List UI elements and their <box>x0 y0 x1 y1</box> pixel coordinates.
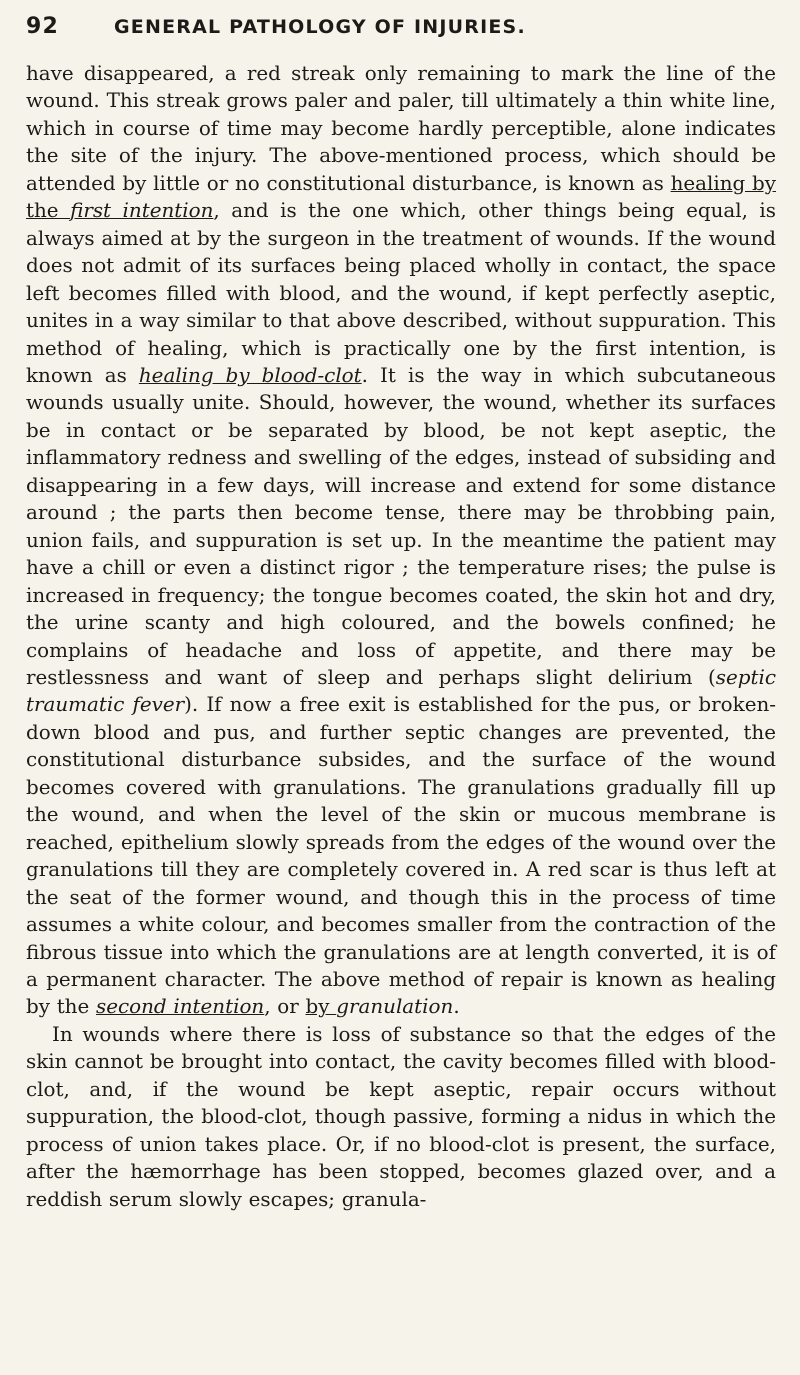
emphasized-term: healing by blood-clot <box>138 363 362 387</box>
text-run: have disappeared, a red streak only remaining to mark the line of the wound. This streak grows paler and paler, till ultimately a thin white line, which in course of time may become hardly perceptible, alone indicates the site of the injury. The above-mentioned process, which should be attended by little or no constitutional disturbance, is known as <box>26 62 776 195</box>
page-number: 92 <box>26 14 60 39</box>
text-run: . It is the way in which subcutaneous wounds usually unite. Should, however, the wound, whether its surfaces be in contact or be separated by blood, be not kept aseptic, the inflammatory redness and swelling of the edges, instead of subsiding and disappearing in a few days, will increase and extend for some distance around ; the parts then become tense, there may be throbbing pain, union fails, and suppuration is set up. In the meantime the patient may have a chill or even a distinct rigor ; the temperature rises; the pulse is increased in frequency; the tongue becomes coated, the skin hot and dry, the urine scanty and high coloured, and the bowels confined; he complains of headache and loss of appetite, and there may be restlessness and want of sleep and perhaps slight delirium ( <box>26 363 776 689</box>
body-text <box>26 60 776 1213</box>
text-run: ). If now a free exit is established for the pus, or broken-down blood and pus, and further septic changes are prevented, the constitutional disturbance subsides, and the surface of the wound becomes covered with granulations. The granulations gradually fill up the wound, and when the level of the skin or mucous membrane is reached, epithelium slowly spreads from the edges of the wound over the granulations till they are completely covered in. A red scar is thus left at the seat of the former wound, and though this in the process of time assumes a white colour, and becomes smaller from the contraction of the fibrous tissue into which the granulations are at length converted, it is of a permanent character. The above method of repair is known as healing by the <box>26 693 776 1019</box>
text-run: , and is the one which, other things being equal, is always aimed at by the surgeon in the treatment of wounds. If the wound does not admit of its surfaces being placed wholly in contact, the space left becomes filled with blood, and the wound, if kept perfectly aseptic, unites in a way similar to that above described, without suppuration. This method of healing, which is practically one by the first intention, is known as <box>26 199 776 387</box>
running-title: GENERAL PATHOLOGY OF INJURIES. <box>114 16 526 38</box>
emphasized-term: septic traumatic fever <box>26 665 776 717</box>
emphasized-term: first intention <box>70 199 214 223</box>
emphasized-term: by <box>305 995 337 1019</box>
running-head <box>26 14 776 48</box>
paragraph-1 <box>26 60 776 1021</box>
text-run: , or <box>264 995 306 1019</box>
emphasized-term: granulation <box>336 995 454 1019</box>
emphasized-term: healing by the <box>26 171 776 223</box>
text-run: . <box>453 995 460 1019</box>
text-run: In wounds where there is loss of substance so that the edges of the skin cannot be brought into contact, the cavity becomes filled with blood-clot, and, if the wound be kept aseptic, repair occurs without suppuration, the blood-clot, though passive, forming a nidus in which the process of union takes place. Or, if no blood-clot is present, the surface, after the hæmorrhage has been stopped, becomes glazed over, and a reddish serum slowly escapes; granula- <box>26 1022 776 1211</box>
emphasized-term: second intention <box>96 995 265 1019</box>
paragraph-2 <box>26 1021 776 1213</box>
